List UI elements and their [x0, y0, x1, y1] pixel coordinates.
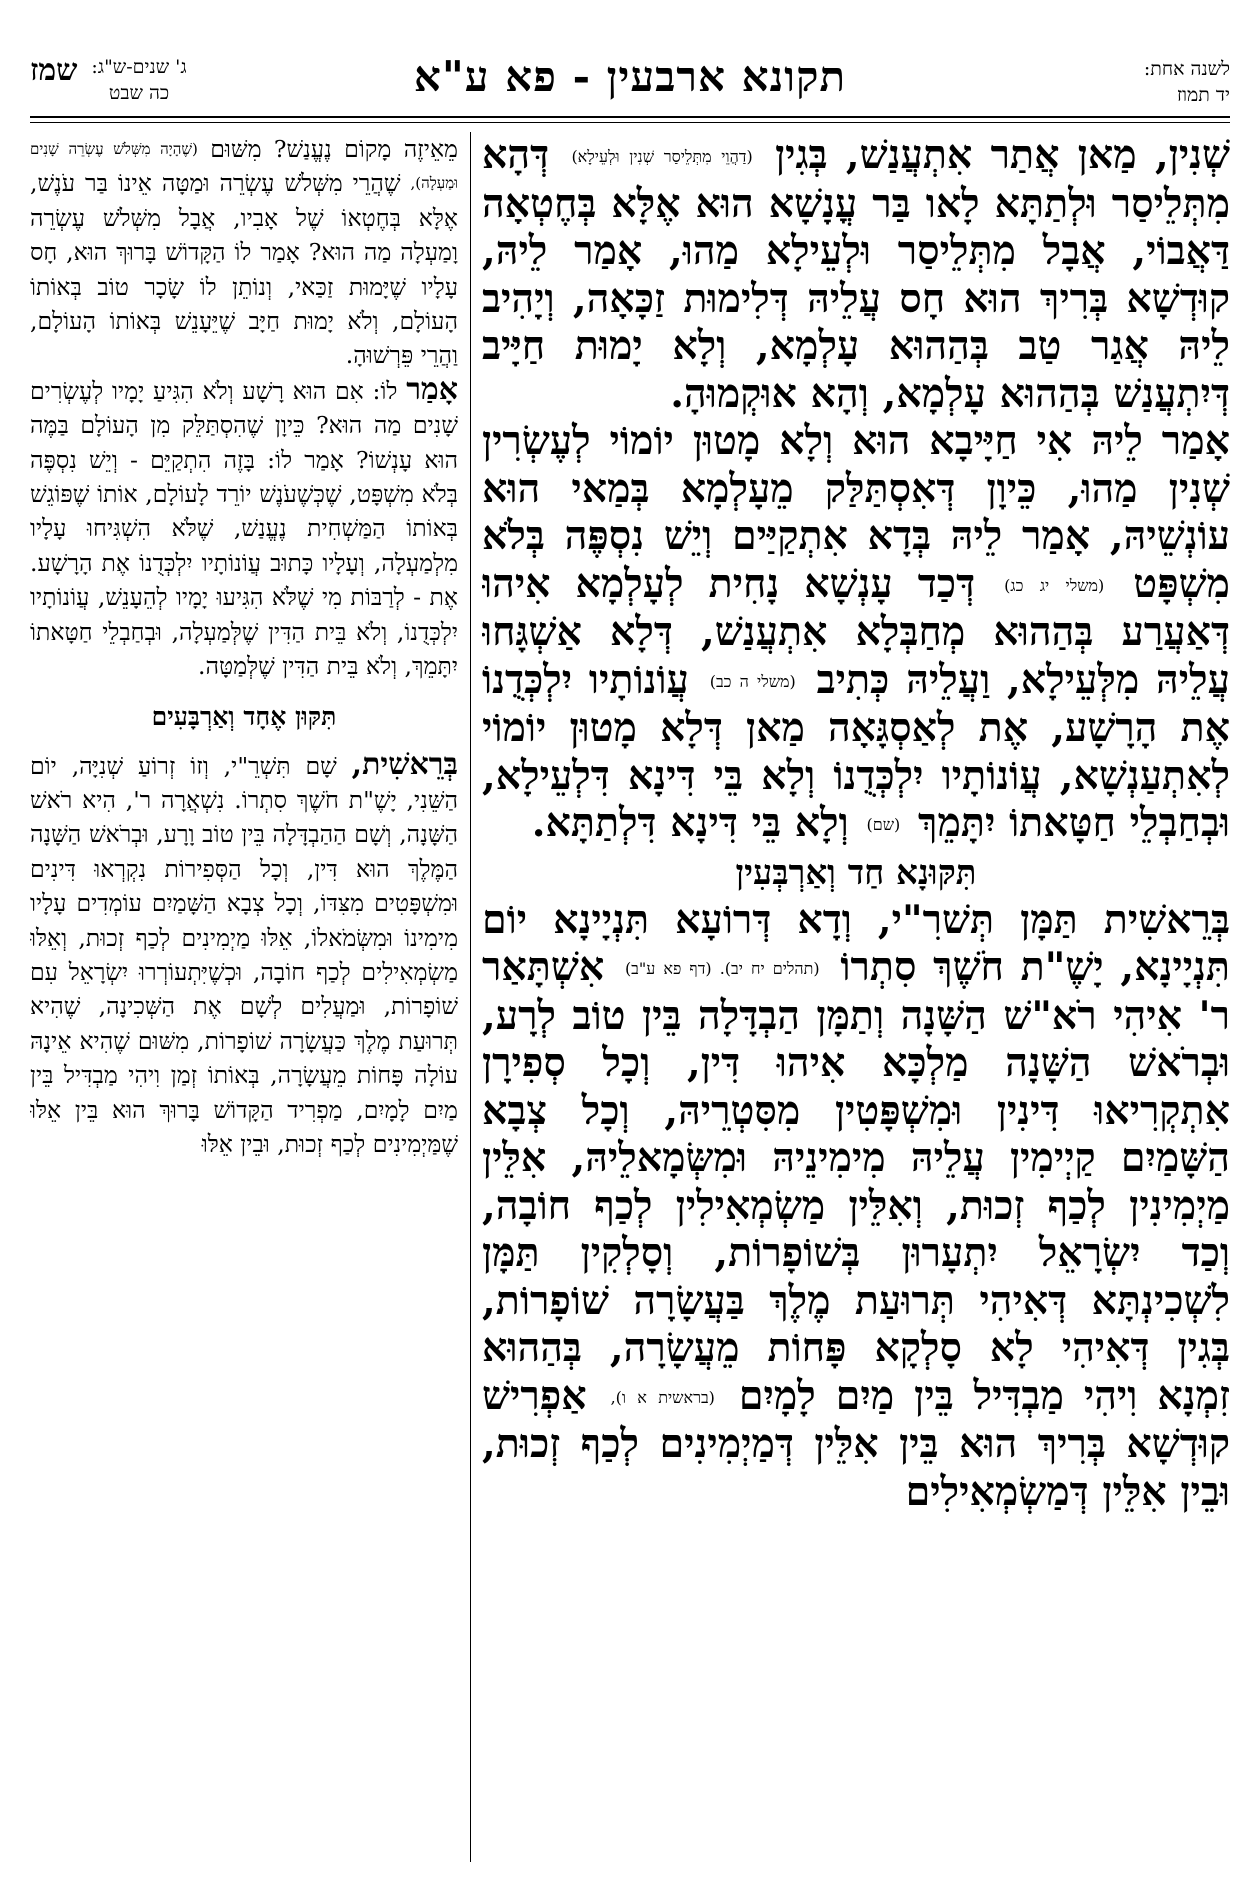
main-p2-text-b: דְּכַד עָנְשָׁא נָחִית לְעָלְמָא אִיהוּ דְּאַעֲרַע בְּהַהוּא מְחַבְּלָא אִתְעֲנַשׁ, דְּלָא אַשְׁגָּחוּ עֲלֵיהּ מִלְּעֵילָא, וַעֲלֵיהּ כְּתִיב — [482, 560, 1230, 703]
main-p3-text-b: אִשְׁתָּאַר ר' אִיהִי רֹא"שׁ הַשָּׁנָה וְתַמָּן הַבְדָּלָה בֵּין טוֹב לְרָע, וּבְרֹאשׁ הַשָּׁנָה מַלְכָּא אִיהוּ דִּין, וְכָל סְפִירָן אִתְקְרִיאוּ דִּינִין וּמִשְׁפָּטִין מִסִּטְרֵיהּ, וְכָל צְבָא הַשָּׁמַיִם קַיְימִין עֲלֵיהּ מִימִינֵיהּ וּמִשְּׂמָאלֵיהּ, אִלֵּין מַיְמִינִין לְכַף זְכוּת, וְאִלֵּין מַשְׂמְאִילִין לְכַף חוֹבָה, וְכַד יִשְׂרָאֵל יִתְעָרוּן בְּשׁוֹפָרוֹת, וְסָלְקִין תַּמָּן לִשְׁכִינְתָּא דְּאִיהִי תְּרוּעַת מֶלֶךְ בַּעֲשָׂרָה שׁוֹפָרוֹת, בְּגִין דְּאִיהִי לָא סָלְקָא פָּחוֹת מֵעֲשָׂרָה, בְּהַהוּא זִמְנָא וִיהִי מַבְדִּיל בֵּין מַיִם לָמָיִם — [482, 944, 1230, 1419]
main-p2-cite-3: (שם) — [866, 815, 901, 834]
side-section-title: תִּקּוּן אֶחָד וְאַרְבָּעִים — [151, 701, 337, 731]
page-number: שמז — [30, 53, 78, 88]
side-p2-lead: אָמַר — [406, 371, 458, 407]
main-p2-text-d: וְלָא בֵּי דִּינָא דִּלְתַתָּא. — [531, 800, 849, 846]
main-p1-cite: (דַהֲוֵי מִתְּלֵיסַר שְׁנִין וּלְעֵילָא) — [571, 147, 753, 166]
column-divider — [470, 132, 471, 1862]
main-paragraph-2 — [482, 418, 1230, 849]
main-p3-cite-2: (בראשית א ו), — [610, 1387, 715, 1407]
side-p1-text: מֵאֵיזֶה מָקוֹם נֶעֱנַשׁ? מִשּׁוּם — [210, 135, 458, 163]
main-p2-cite-1: (משלי יג כג) — [1004, 575, 1105, 595]
main-p1-text: שְׁנִין, מַאן אֲתַר אִתְעֲנַשׁ, בְּגִין — [775, 132, 1230, 178]
page-header — [30, 48, 1230, 116]
header-right-line1: לשנה אחת: — [1143, 58, 1230, 80]
side-p3-text: שָׁם תִּשְׁרֵ"י, וְזוֹ זְרוֹעַ שְׁנִיָּה, יוֹם הַשֵּׁנִי, יָשֶׁ"ת חֹשֶׁךְ סִתְרוֹ. נִשְׁאֲרָה ר', הִיא רֹאשׁ הַשָּׁנָה, וְשָׁם הַהַבְדָּלָה בֵּין טוֹב וָרָע, וּבְרֹאשׁ הַשָּׁנָה הַמֶּלֶךְ הוּא דִּין, וְכָל הַסְּפִירוֹת נִקְרְאוּ דִּינִים וּמִשְׁפָּטִים מִצִּדּוֹ, וְכָל צְבָא הַשָּׁמַיִם עוֹמְדִים עָלָיו מִימִינוֹ וּמִשְּׂמֹאלוֹ, אֵלּוּ מַיְמִינִים לְכַף זְכוּת, וְאֵלּוּ מַשְׂמְאִילִים לְכַף חוֹבָה, וּכְשֶׁיִּתְעוֹרְרוּ יִשְׂרָאֵל עִם שׁוֹפָרוֹת, וּמַעֲלִים לְשָׁם אֶת הַשְּׁכִינָה, שֶׁהִיא תְּרוּעַת מֶלֶךְ כַּעֲשָׂרָה שׁוֹפָרוֹת, מִשּׁוּם שֶׁהִיא אֵינָהּ עוֹלָה פָּחוֹת מֵעֲשָׂרָה, בְּאוֹתוֹ זְמַן וִיהִי מַבְדִּיל בֵּין מַיִם לָמָיִם, מַפְרִיד הַקָּדוֹשׁ בָּרוּךְ הוּא בֵּין אֵלּוּ שֶׁמַּיְמִינִים לְכַף זְכוּת, וּבֵין אֵלּוּ — [30, 751, 458, 1158]
header-rule-thin — [30, 122, 1230, 123]
main-section-title: תִּקּוּנָא חַד וְאַרְבְּעִין — [735, 852, 977, 893]
main-p2-text-c: עֲוֹנוֹתָיו יִלְכְּדֻנוֹ אֶת הָרָשָׁע, אֶת לְאַסְגָּאָה מַאן דְּלָא מָטוּן יוֹמוֹי לְאִתְעַנְשָׁא, עֲוֹנוֹתָיו יִלְכְּדֻנוֹ וְלָא בֵּי דִּינָא דִּלְעֵילָא, וּבְחַבְלֵי חַטָּאתוֹ יִתָּמֵךְ — [482, 656, 1230, 846]
main-paragraph-3 — [482, 897, 1230, 1517]
header-right-line2: יד תמוז — [1176, 84, 1230, 106]
main-p1-text-b: דְּהָא מִתְּלֵיסַר וּלְתַתָּא לָאו בַּר עֳנָשָׁא הוּא אֶלָּא בְּחֶטְאָה דַּאֲבוֹי, אֲבָל מִתְּלֵיסַר וּלְעֵילָא מַהוּ, אָמַר לֵיהּ, קוּדְשָׁא בְּרִיךְ הוּא חָס עֲלֵיהּ דְּלִימוּת זַכָּאָה, וְיָהִיב לֵיהּ אֲגַר טַב בְּהַהוּא עָלְמָא, וְלָא יָמוּת חַיָּיב דְּיִתְעֲנַשׁ בְּהַהוּא עָלְמָא, וְהָא אוּקְמוּהָ. — [482, 132, 1230, 417]
header-date-three-years — [30, 54, 187, 106]
main-p2-text: אָמַר לֵיהּ אִי חַיָּיבָא הוּא וְלָא מָטוּן יוֹמוֹי לְעֶשְׂרִין שְׁנִין מַהוּ, כֵּיוָן דְּאִסְתַּלַּק מֵעָלְמָא בְּמַאי הוּא עוֹנְשֵׁיהּ, אָמַר לֵיהּ בְּדָא אִתְקַיַּים וְיֵשׁ נִסְפֶּה בְּלֹא מִשְׁפָּט — [482, 418, 1230, 607]
side-paragraph-3 — [30, 748, 458, 1162]
side-paragraph-1 — [30, 132, 458, 373]
aramaic-main-text — [482, 132, 1230, 1862]
main-p3-text-c: אַפְרִישׁ קוּדְשָׁא בְּרִיךְ הוּא בֵּין אִלֵּין דְּמַיְמִינִים לְכַף זְכוּת, וּבֵין אִלֵּין דְּמַשְׂמְאִילִים — [482, 1372, 1230, 1515]
main-p2-cite-2: (משלי ה כב) — [709, 671, 796, 691]
header-left-line2: כה שבט — [108, 82, 170, 104]
page-title: תקונא ארבעין - פא ע"א — [413, 52, 847, 101]
side-p2-text: לוֹ: אִם הוּא רָשָׁע וְלֹא הִגִּיעַ יָמָיו לְעֶשְׂרִים שָׁנִים מַה הוּא? כֵּיוָן שֶׁהִסְתַּלֵּק מִן הָעוֹלָם בַּמֶּה הוּא עָנְשׁוֹ? אָמַר לוֹ: בָּזֶה הִתְקַיֵּם - וְיֵשׁ נִסְפֶּה בְּלֹא מִשְׁפָּט, שֶׁכְּשֶׁעֹנֶשׁ יוֹרֵד לָעוֹלָם, אוֹתוֹ שֶׁפּוֹגֵשׁ בְּאוֹתוֹ הַמַּשְׁחִית נֶעֱנַשׁ, שֶׁלֹּא הִשְׁגִּיחוּ עָלָיו מִלְמַעְלָה, וְעָלָיו כָּתוּב עֲוֹנוֹתָיו יִלְכְּדֻנוֹ אֶת הָרָשָׁע. אֶת - לְרַבּוֹת מִי שֶׁלֹּא הִגִּיעוּ יָמָיו לְהֵעָנֵשׁ, עֲוֹנוֹתָיו יִלְכְּדֻנוֹ, וְלֹא בֵּית הַדִּין שֶׁלְּמַעְלָה, וּבְחַבְלֵי חַטָּאתוֹ יִתָּמֵךְ, וְלֹא בֵּית הַדִּין שֶׁלְּמַטָּה. — [30, 376, 458, 681]
header-rule — [30, 116, 1230, 118]
main-p3-cite-1: (תהלים יח יב). (דף פא ע"ב) — [624, 959, 820, 978]
side-p1-text-b: שֶׁהֲרֵי מִשְּׁלֹשׁ עֶשְׂרֵה וּמַטָּה אֵינוֹ בַּר עֹנֶשׁ, אֶלָּא בְּחֶטְאוֹ שֶׁל אָבִיו, אֲבָל מִשְּׁלֹשׁ עֶשְׂרֵה וָמַעְלָה מַה הוּא? אָמַר לוֹ הַקָּדוֹשׁ בָּרוּךְ הוּא, חָס עָלָיו שֶׁיָּמוּת זַכַּאי, וְנוֹתֵן לוֹ שָׂכָר טוֹב בְּאוֹתוֹ הָעוֹלָם, וְלֹא יָמוּת חַיָּב שֶׁיֵּעָנֵשׁ בְּאוֹתוֹ הָעוֹלָם, וַהֲרֵי פֵּרְשׁוּהָ. — [30, 169, 458, 370]
side-paragraph-2 — [30, 373, 458, 684]
side-p1-small: (שֶׁהָיָה מִשְּׁלֹשׁ עֶשְׂרֵה שָׁנִים וּמַעְלָה), — [30, 140, 458, 193]
main-paragraph-1 — [482, 132, 1230, 418]
side-p3-lead: בְּרֵאשִׁית, — [351, 746, 458, 782]
main-p3-text: בְּרֵאשִׁית תַּמָּן תְּשׁרִ"י, וְדָא דְּרוֹעָא תִּנְיָינָא יוֹם תִּנְיָינָא, יָשֶׁ"ת חֹשֶׁךְ סִתְרוֹ — [482, 896, 1230, 990]
header-left-line1: ג' שנים-ש"ג: — [91, 56, 187, 78]
hebrew-translation-column — [30, 132, 458, 1862]
